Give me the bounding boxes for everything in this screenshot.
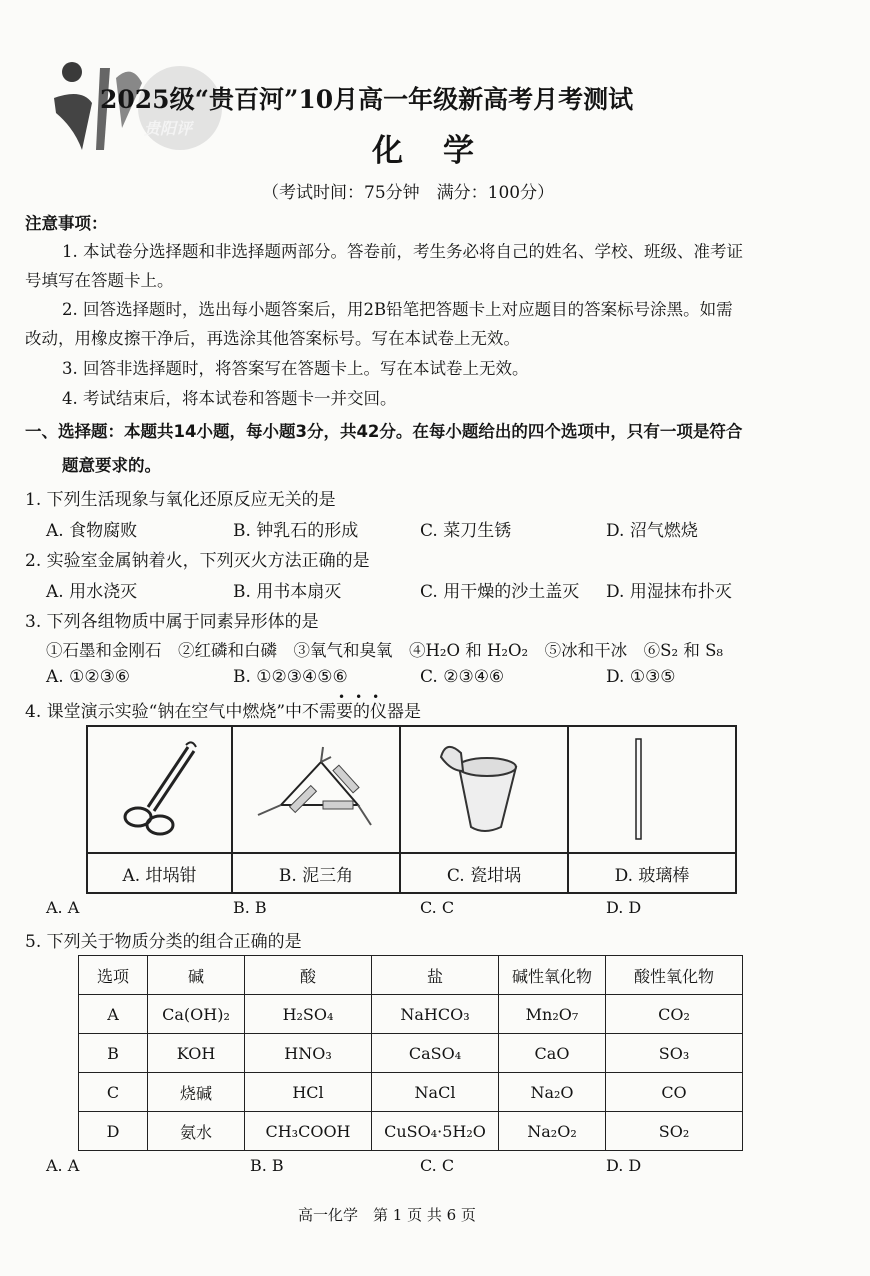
q5-option-a: A. A: [46, 1156, 80, 1175]
table-cell: A: [79, 995, 148, 1034]
q3-option-d: D. ①③⑤: [606, 667, 676, 687]
time-info: （考试时间：75分钟 满分：100分）: [262, 183, 555, 203]
note-2-line2: 改动，用橡皮擦干净后，再选涂其他答案标号。写在本试卷上无效。: [25, 329, 520, 348]
header-cell: 酸性氧化物: [606, 956, 743, 995]
table-row: [79, 1112, 743, 1151]
table-cell: 氨水: [148, 1112, 245, 1151]
q5-option-c: C. C: [420, 1156, 455, 1175]
glass-rod-icon: [569, 727, 735, 852]
header-cell: 选项: [79, 956, 148, 995]
table-cell: SO₂: [606, 1112, 743, 1151]
table-cell: NaCl: [372, 1073, 499, 1112]
section1-line1: 一、选择题：本题共14小题，每小题3分，共42分。在每小题给出的四个选项中，只有一项是符合: [25, 422, 743, 441]
q4-option-c: C. C: [420, 898, 455, 917]
clay-triangle-cell: [232, 726, 400, 853]
q3-items: ①石墨和金刚石 ②红磷和白磷 ③氧气和臭氧 ④H₂O 和 H₂O₂ ⑤冰和干冰 ⑥S₂ 和 S₈: [46, 641, 723, 660]
apparatus-label-d: D. 玻璃棒: [568, 853, 736, 893]
table-header-row: [79, 956, 743, 995]
note-1-line2: 号填写在答题卡上。: [25, 271, 174, 290]
note-4: 4. 考试结束后，将本试卷和答题卡一并交回。: [62, 389, 397, 408]
q4-stem: 4. 课堂演示实验“钠在空气中燃烧”中不需要的仪器是: [25, 702, 422, 722]
q4-option-a: A. A: [46, 898, 80, 917]
q2-option-d: D. 用湿抹布扑灭: [606, 582, 732, 602]
q4-option-b: B. B: [233, 898, 267, 917]
q3-stem: 3. 下列各组物质中属于同素异形体的是: [25, 612, 319, 632]
table-cell: B: [79, 1034, 148, 1073]
table-cell: CuSO₄·5H₂O: [372, 1112, 499, 1151]
porcelain-crucible-icon: [401, 727, 567, 852]
q2-option-a: A. 用水浇灭: [46, 582, 138, 602]
table-cell: Na₂O: [499, 1073, 606, 1112]
header-cell: 酸: [245, 956, 372, 995]
table-cell: CH₃COOH: [245, 1112, 372, 1151]
note-3: 3. 回答非选择题时，将答案写在答题卡上。写在本试卷上无效。: [62, 359, 529, 378]
note-1-line1: 1. 本试卷分选择题和非选择题两部分。答卷前，考生务必将自己的姓名、学校、班级、准考证: [62, 242, 743, 261]
table-row: [79, 995, 743, 1034]
classification-table: [78, 955, 743, 1151]
clay-triangle-icon: [233, 727, 399, 852]
q1-option-d: D. 沼气燃烧: [606, 521, 698, 541]
table-cell: CO: [606, 1073, 743, 1112]
table-cell: 烧碱: [148, 1073, 245, 1112]
apparatus-table: [86, 725, 737, 894]
table-cell: NaHCO₃: [372, 995, 499, 1034]
table-cell: C: [79, 1073, 148, 1112]
notes-heading: 注意事项：: [25, 214, 108, 233]
logo-text: 贵阳评: [144, 119, 193, 138]
q1-option-c: C. 菜刀生锈: [420, 521, 512, 541]
q5-option-d: D. D: [606, 1156, 642, 1175]
subject-char-2: 学: [443, 133, 476, 169]
q2-stem: 2. 实验室金属钠着火，下列灭火方法正确的是: [25, 551, 370, 571]
table-cell: CaO: [499, 1034, 606, 1073]
subject-title: [372, 125, 514, 170]
q2-option-b: B. 用书本扇灭: [233, 582, 342, 602]
q4-option-d: D. D: [606, 898, 642, 917]
table-cell: H₂SO₄: [245, 995, 372, 1034]
q1-option-a: A. 食物腐败: [46, 521, 138, 541]
subject-char-1: 化: [372, 133, 405, 169]
table-cell: SO₃: [606, 1034, 743, 1073]
table-cell: HNO₃: [245, 1034, 372, 1073]
table-cell: CO₂: [606, 995, 743, 1034]
q1-option-b: B. 钟乳石的形成: [233, 521, 359, 541]
table-cell: KOH: [148, 1034, 245, 1073]
exam-title: 2025级“贵百河”10月高一年级新高考月考测试: [100, 85, 634, 114]
q3-option-a: A. ①②③⑥: [46, 667, 131, 687]
q1-stem: 1. 下列生活现象与氧化还原反应无关的是: [25, 490, 336, 510]
table-cell: Mn₂O₇: [499, 995, 606, 1034]
q3-option-c: C. ②③④⑥: [420, 667, 505, 687]
table-cell: Na₂O₂: [499, 1112, 606, 1151]
q5-stem: 5. 下列关于物质分类的组合正确的是: [25, 932, 302, 952]
q2-option-c: C. 用干燥的沙土盖灭: [420, 582, 580, 602]
page-footer: 高一化学 第 1 页 共 6 页: [298, 1206, 476, 1224]
header-cell: 碱: [148, 956, 245, 995]
apparatus-label-c: C. 瓷坩埚: [400, 853, 568, 893]
q5-option-b: B. B: [250, 1156, 284, 1175]
header-cell: 盐: [372, 956, 499, 995]
glass-rod-cell: [568, 726, 736, 853]
emphasis-dots: •••: [338, 690, 390, 704]
table-cell: CaSO₄: [372, 1034, 499, 1073]
apparatus-label-b: B. 泥三角: [232, 853, 400, 893]
section1-line2: 题意要求的。: [62, 456, 161, 475]
crucible-tongs-icon: [88, 727, 231, 852]
porcelain-crucible-cell: [400, 726, 568, 853]
table-cell: D: [79, 1112, 148, 1151]
table-cell: Ca(OH)₂: [148, 995, 245, 1034]
q3-option-b: B. ①②③④⑤⑥: [233, 667, 348, 687]
header-cell: 碱性氧化物: [499, 956, 606, 995]
apparatus-label-a: A. 坩埚钳: [87, 853, 232, 893]
crucible-tongs-cell: [87, 726, 232, 853]
table-row: [79, 1073, 743, 1112]
table-cell: HCl: [245, 1073, 372, 1112]
note-2-line1: 2. 回答选择题时，选出每小题答案后，用2B铅笔把答题卡上对应题目的答案标号涂黑。如需: [62, 300, 733, 319]
table-row: [79, 1034, 743, 1073]
